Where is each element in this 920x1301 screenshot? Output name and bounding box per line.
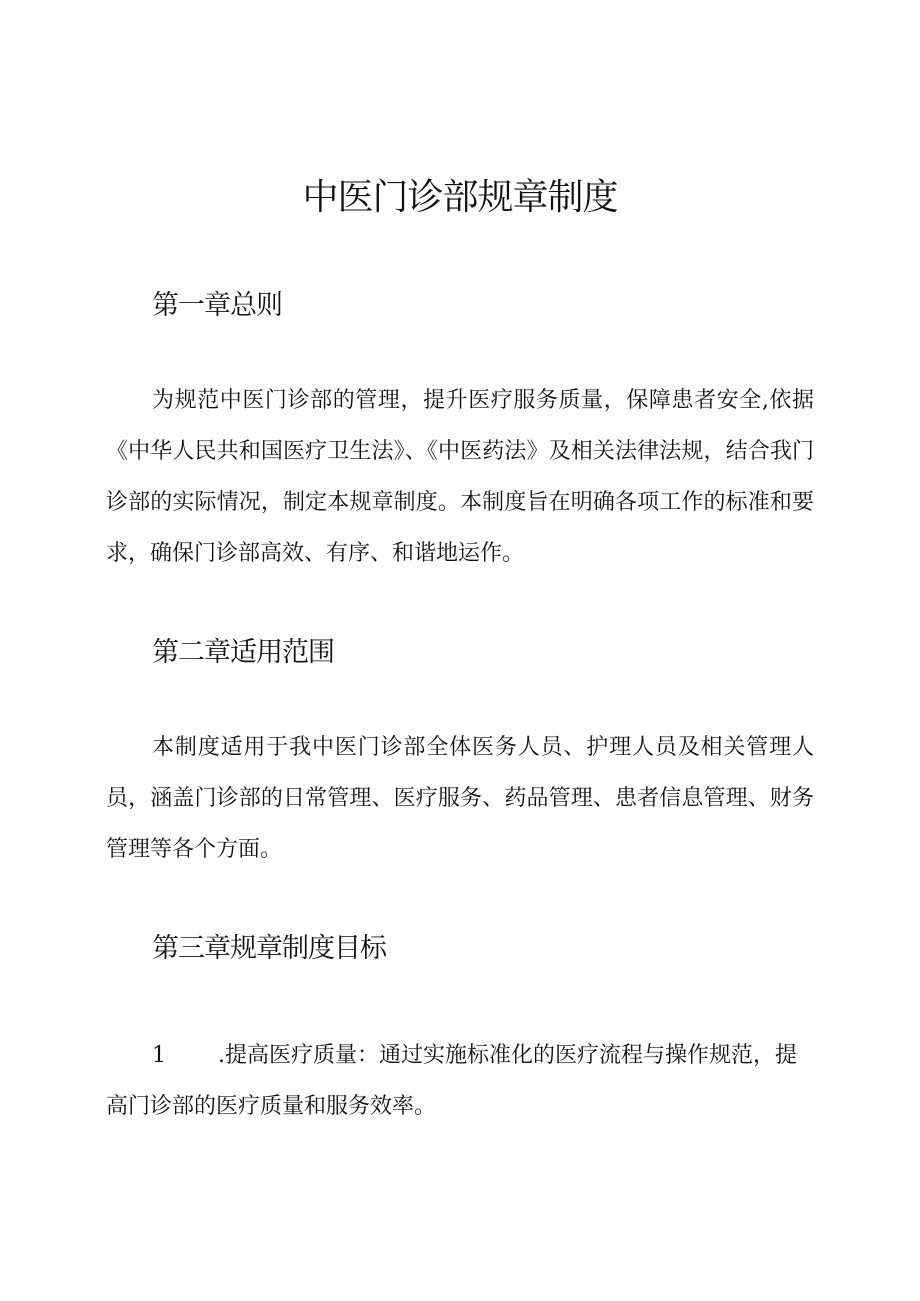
chapter-1-heading: 第一章总则 <box>152 290 282 321</box>
list-item-number: 1 <box>152 1043 166 1068</box>
list-item-text: .提高医疗质量：通过实施标准化的医疗流程与操作规范，提高门诊部的医疗质量和服务效率。 <box>106 1043 797 1119</box>
document-title: 中医门诊部规章制度 <box>302 177 618 218</box>
chapter-1-paragraph: 为规范中医门诊部的管理，提升医疗服务质量，保障患者安全,依据《中华人民共和国医疗卫生法》、《中医药法》及相关法律法规，结合我门诊部的实际情况，制定本规章制度。本制度旨在明确各项工作的标准和要求，确保门诊部高效、有序、和谐地运作。 <box>106 388 814 566</box>
chapter-2-paragraph: 本制度适用于我中医门诊部全体医务人员、护理人员及相关管理人员，涵盖门诊部的日常管理、医疗服务、药品管理、患者信息管理、财务管理等各个方面。 <box>106 735 814 862</box>
chapter-3-heading: 第三章规章制度目标 <box>152 933 386 964</box>
chapter-2-heading: 第二章适用范围 <box>152 637 334 668</box>
list-item <box>106 1030 814 1132</box>
